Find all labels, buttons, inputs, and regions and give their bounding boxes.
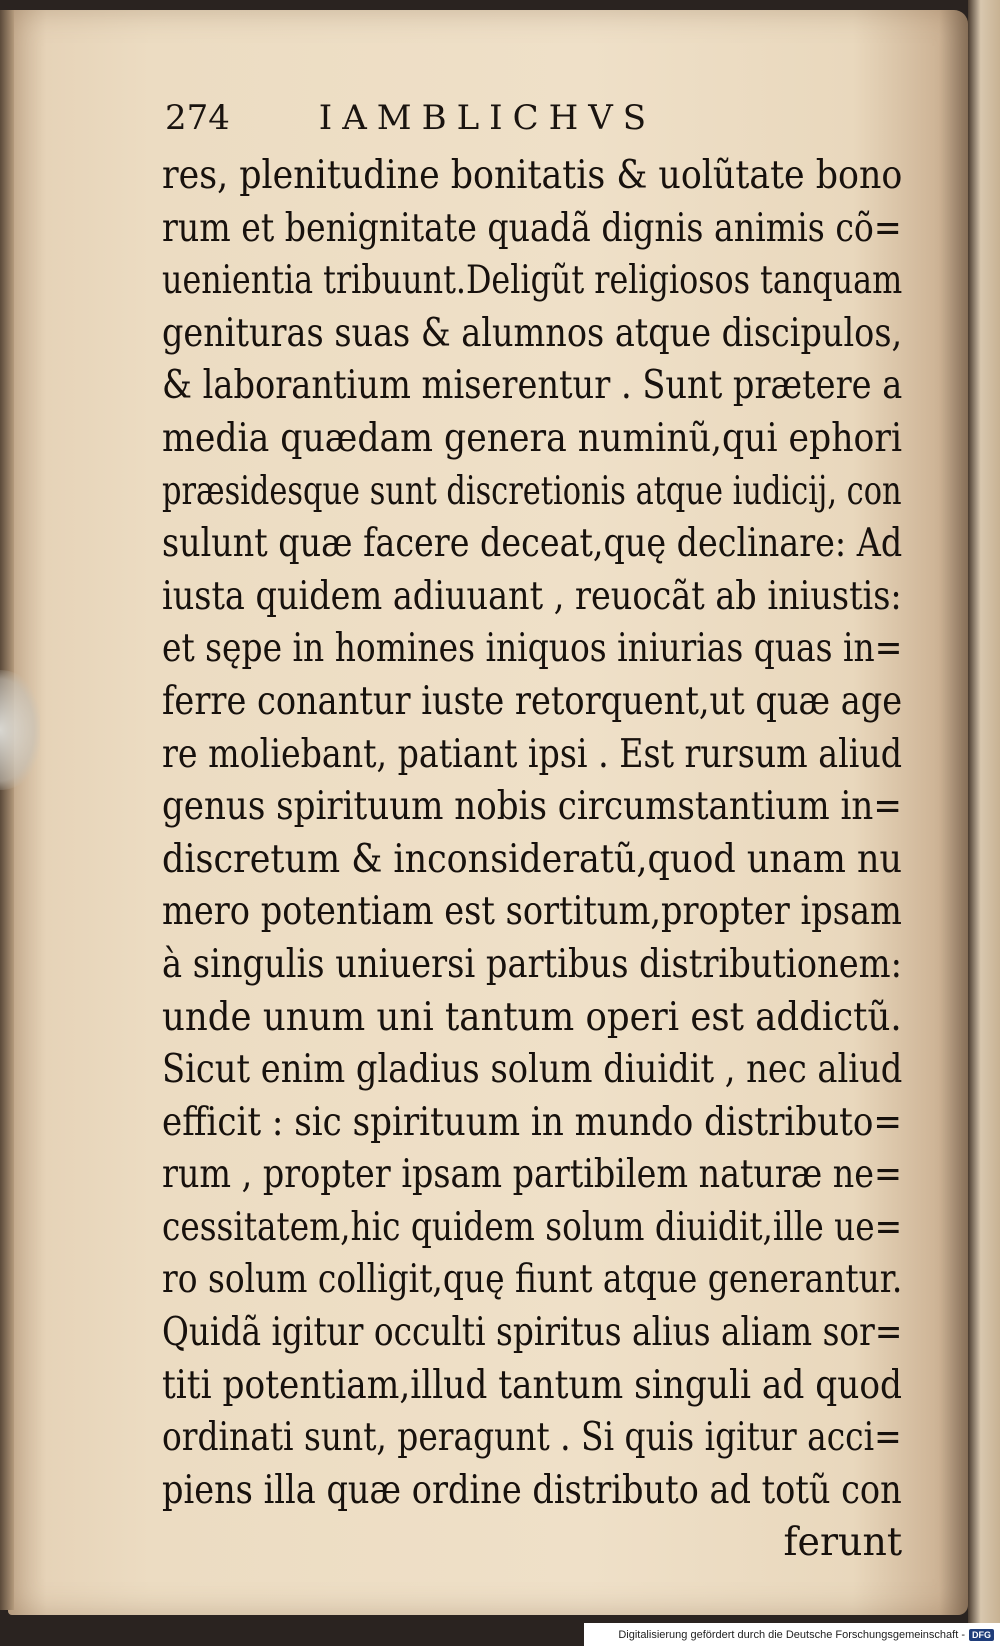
running-title: IAMBLICHVS [318,98,657,138]
text-line: res, plenitudine bonitatis & uolũtate bono [162,153,903,198]
text-line: et sępe in homines iniquos iniurias quas in= [162,626,903,672]
text-line: piens illa quæ ordine distributo ad totũ con [162,1467,902,1513]
text-line: ferre conantur iuste retorquent,ut quæ age [162,678,903,724]
text-line: Sicut enim gladius solum diuidit , nec aliud [162,1047,903,1093]
running-header [165,98,785,138]
book-fore-edge [968,0,1000,1630]
text-line: præsidesque sunt discretionis atque iudicij, con [162,468,902,514]
text-line: sulunt quæ facere deceat,quę declinare: Ad [162,521,903,567]
text-line: ferunt [783,1520,903,1566]
text-line: rum , propter ipsam partibilem naturæ ne= [162,1152,902,1198]
text-line: à singulis uniuersi partibus distributionem: [162,941,902,987]
book-spine-edge [0,10,14,1610]
text-line: ro solum colligit,quę fiunt atque generantur. [162,1257,903,1303]
text-line: rum et benignitate quadã dignis animis cõ= [162,205,902,251]
text-line: re moliebant, patiant ipsi . Est rursum aliud [162,731,903,777]
text-line: genus spirituum nobis circumstantium in= [162,784,902,830]
dfg-logo: DFG [969,1629,994,1641]
text-line: discretum & inconsideratũ,quod unam nu [162,836,902,882]
text-line: unde unum uni tantum operi est addictũ. [162,994,902,1040]
text-line: genituras suas & alumnos atque discipulos, [162,310,903,356]
text-line: mero potentiam est sortitum,propter ipsam [162,889,902,935]
text-line: cessitatem,hic quidem solum diuidit,ille ue= [162,1204,903,1250]
text-line: titi potentiam,illud tantum singuli ad quod [162,1362,903,1408]
text-line: & laborantium miserentur . Sunt prætere a [162,363,903,409]
funding-credit: Digitalisierung gefördert durch die Deutsche Forschungsgemeinschaft - [618,1628,965,1641]
page-number: 274 [165,98,230,138]
text-line: uenientia tribuunt.Deligũt religiosos tanquam [162,258,903,304]
text-line: Quidã igitur occulti spiritus alius aliam sor= [162,1310,903,1356]
body-text [162,150,902,1570]
footer-credit-bar [584,1623,1000,1646]
text-line: ordinati sunt, peragunt . Si quis igitur acci= [162,1415,902,1461]
text-line: efficit : sic spirituum in mundo distributo= [162,1099,902,1145]
text-line: media quædam genera numinũ,qui ephori [162,415,903,461]
text-line: iusta quidem adiuuant , reuocãt ab iniustis: [162,573,902,619]
